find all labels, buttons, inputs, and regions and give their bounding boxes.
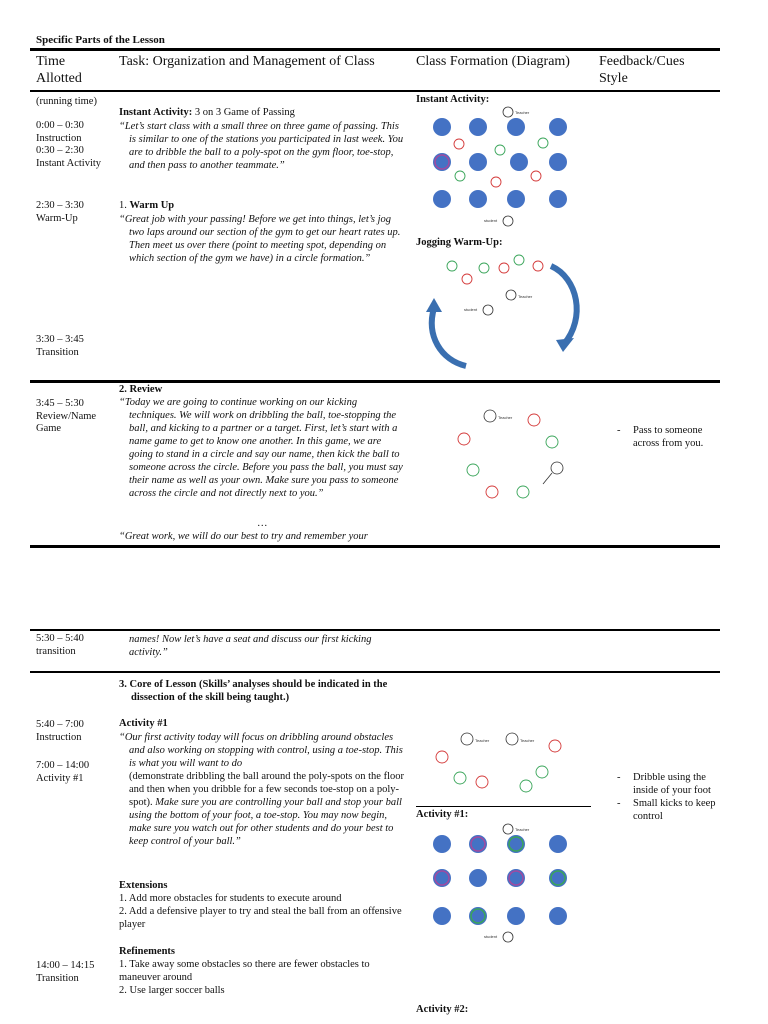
review-title: 2. Review [119, 384, 163, 395]
student-tag: student [484, 934, 498, 939]
student-tag: student [484, 218, 498, 223]
instant-activity-text: “Let’s start class with a small three on three game of passing. This is similar to one of the stations you participated in last week. You are to dribble the ball to a poly-spot on the gym floor, toe-stop, and then pass to another teammate.” [119, 121, 404, 171]
time-activity-1: 7:00 – 14:00 Activity #1 [36, 760, 90, 784]
teacher-icon [503, 107, 513, 117]
time-column-sec1 [36, 120, 116, 170]
refinement-item: 2. Use larger soccer balls [119, 985, 225, 996]
teacher-icon [484, 410, 496, 422]
activity-1-title: Activity #1 [119, 718, 168, 729]
refinements: Refinements 1. Take away some obstacles so there are fewer obstacles to maneuver around 2. Use larger soccer balls [119, 945, 411, 997]
students-sad [454, 139, 541, 187]
time-range: 0:30 – 2:30 [36, 145, 84, 156]
warmup-text: “Great job with your passing! Before we get into things, let’s jog two laps around our section of the gym to get our heart rates up. Then meet us over there (point to meeting spot, depending on which section of the gym we have) in a circle formation.” [119, 214, 401, 264]
teacher-tag: Teacher [498, 415, 513, 420]
diagram-instant-activity [416, 104, 592, 234]
diagram-jogging-warmup [416, 248, 592, 378]
extension-item: 1. Add more obstacles for students to execute around [119, 893, 342, 904]
core-of-lesson-title: 3. Core of Lesson (Skills’ analyses should be indicated in the dissection of the skill being taught.) [119, 679, 388, 703]
header-task: Task: Organization and Management of Class [119, 54, 375, 69]
review-text-continued: “Great work, we will do our best to try and remember your [119, 531, 368, 542]
diagram-divider [416, 806, 591, 807]
cue-item: - Pass to someone across from you. [617, 424, 717, 450]
header-rule [30, 90, 720, 92]
time-review: 3:45 – 5:30 Review/Name Game [36, 398, 97, 434]
students-happy [455, 138, 548, 181]
top-rule [30, 48, 720, 51]
teacher-tag: Teacher [515, 827, 530, 832]
student-icon [503, 932, 513, 942]
students-sad [458, 414, 540, 498]
diagram-jogging-label: Jogging Warm-Up: [416, 237, 503, 248]
student-tag: student [464, 307, 478, 312]
ellipsis: … [257, 518, 268, 529]
jog-arrow-right [551, 266, 577, 344]
review-text: “Today we are going to continue working on our kicking techniques. We will work on dribbling the ball, toe-stopping the ball, and kicking to a partner or a target. First, let’s start with a name game to get to know one another. In this game, we are going to stand in a circle and say our name, then kick the ball to someone across the circle. Before you pass the ball, you must say their name as well as your own. Make sure you pass to someone across the circle and not directly next to you.” [119, 397, 403, 499]
diagram-activity-1 [416, 820, 592, 950]
refinement-item: 1. Take away some obstacles so there are fewer obstacles to maneuver around [119, 959, 370, 983]
student-icon [503, 216, 513, 226]
student-with-ball [551, 462, 563, 474]
time-transition-2: 5:30 – 5:40 transition [36, 633, 84, 657]
extension-item: 2. Add a defensive player to try and steal the ball from an offensive player [119, 906, 402, 930]
warmup-title: 1. Warm Up [119, 200, 175, 211]
time-range: 0:00 – 0:30 [36, 120, 84, 131]
teacher-tag: Teacher [518, 294, 533, 299]
instant-activity-title: Instant Activity: 3 on 3 Game of Passing [119, 107, 295, 118]
arrow-head [556, 338, 574, 352]
time-warmup: 2:30 – 3:30 Warm-Up [36, 200, 84, 224]
cue-item: - Small kicks to keep control [617, 797, 717, 823]
students-happy [454, 766, 548, 792]
teacher-icon [506, 733, 518, 745]
transition-text: names! Now let’s have a seat and discuss our first kicking activity.” [129, 634, 372, 658]
running-time: (running time) [36, 96, 97, 107]
student-on-spot [435, 155, 449, 169]
section-rule [30, 629, 720, 631]
cue-item: - Dribble using the inside of your foot [617, 771, 717, 797]
student-icon [483, 305, 493, 315]
time-instruction: 5:40 – 7:00 Instruction [36, 719, 84, 743]
header-time: Time Allotted [36, 54, 82, 86]
time-label: Instruction [36, 132, 82, 144]
teacher-icon [506, 290, 516, 300]
time-transition-3: 14:00 – 14:15 Transition [36, 960, 95, 984]
cue-list-review [617, 424, 717, 450]
section-rule [30, 380, 720, 383]
activity-1-text: “Our first activity today will focus on dribbling around obstacles and also working on stopping with control, using a toe-stop. This is what you will want to do (demonstrate dribbling the ball around the poly-spots on the floor and then when you dribble for a few seconds toe-stop on a poly-spot). Make sure you are controlling your ball and stop your ball using the bottom of your foot, a toe-stop. You may now begin, make sure you watch out for other students and do your best to keep control of your ball.” [119, 732, 404, 847]
students-sad [462, 261, 543, 284]
poly-spots [433, 835, 567, 925]
page-heading: Specific Parts of the Lesson [36, 34, 165, 46]
jog-arrow-left [432, 308, 466, 366]
extensions: Extensions 1. Add more obstacles for students to execute around 2. Add a defensive player to try and steal the ball from an offensive player [119, 879, 411, 931]
students-happy [467, 436, 558, 498]
diagram-activity-1-label: Activity #1: [416, 809, 469, 820]
time-transition: 3:30 – 3:45 Transition [36, 334, 84, 358]
teacher-tag: Teacher [520, 738, 535, 743]
teacher-tag: Teacher [475, 738, 490, 743]
teacher-icon [461, 733, 473, 745]
students-happy [447, 255, 524, 273]
students-on-spots [435, 837, 565, 923]
teacher-icon [503, 824, 513, 834]
arrow-head [426, 298, 442, 312]
poly-spots [433, 118, 567, 208]
cue-list-activity-1 [617, 771, 717, 823]
pass-line [543, 473, 552, 484]
section-rule [30, 671, 720, 673]
diagram-name-game [430, 402, 580, 512]
time-label: Instant Activity [36, 157, 102, 169]
teacher-tag: Teacher [515, 110, 530, 115]
section-rule [30, 545, 720, 548]
header-feedback: Feedback/Cues Style [599, 54, 685, 86]
diagram-core-circle [430, 726, 580, 806]
header-formation: Class Formation (Diagram) [416, 54, 570, 69]
diagram-instant-activity-label: Instant Activity: [416, 94, 490, 105]
diagram-activity-2-label: Activity #2: [416, 1004, 469, 1015]
